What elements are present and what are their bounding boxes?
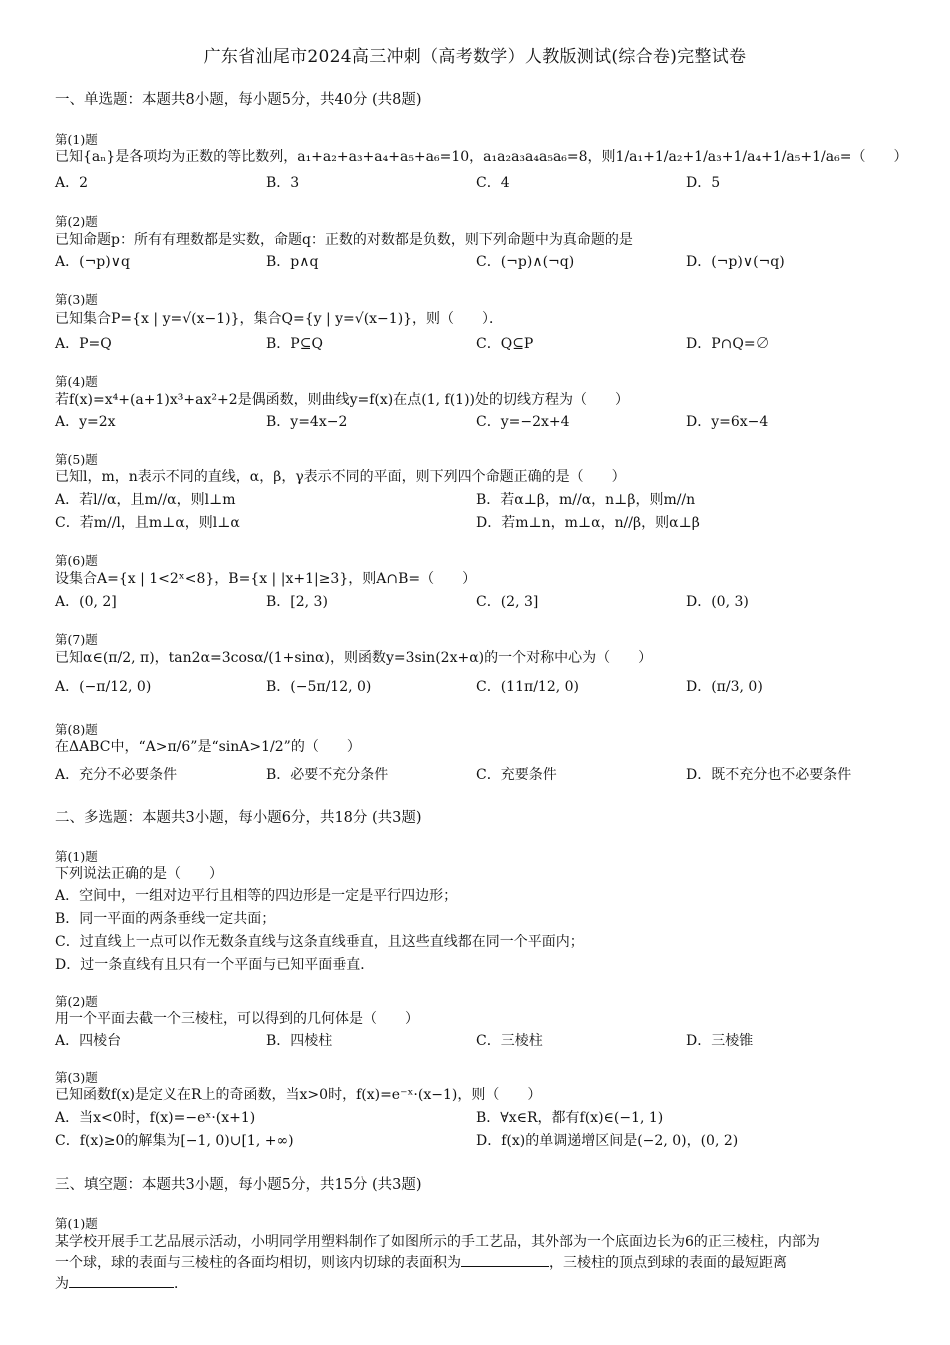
question-stem: 已知函数f(x)是定义在R上的奇函数，当x>0时，f(x)=e⁻ˣ·(x−1)，则（ ） [55, 1087, 542, 1103]
option-c: C．过直线上一点可以作无数条直线与这条直线垂直，且这些直线都在同一个平面内； [55, 934, 584, 950]
question-number: 第(1)题 [55, 1216, 98, 1231]
question-number: 第(4)题 [55, 374, 98, 389]
question-stem: 已知集合P={x | y=√(x−1)}，集合Q={y | y=√(x−1)}，则（ ）． [55, 311, 504, 327]
option-c: C．Q⊆P [476, 336, 534, 352]
option-a: A．P=Q [55, 336, 112, 352]
option-c: C．4 [476, 175, 510, 191]
question-stem: 若f(x)=x⁴+(a+1)x³+ax²+2是偶函数，则曲线y=f(x)在点(1, f(1))处的切线方程为（ ） [55, 392, 629, 408]
answer-blank[interactable] [69, 1275, 174, 1288]
question-stem: 用一个平面去截一个三棱柱，可以得到的几何体是（ ） [55, 1011, 419, 1027]
question-number: 第(2)题 [55, 214, 98, 229]
option-b: B．四棱柱 [266, 1033, 333, 1049]
option-c: C．y=−2x+4 [476, 414, 570, 430]
option-b: B．必要不充分条件 [266, 767, 389, 783]
question-number: 第(3)题 [55, 292, 98, 307]
question-stem-line [55, 1273, 188, 1293]
option-a: A．充分不必要条件 [55, 767, 178, 783]
option-d: D．过一条直线有且只有一个平面与已知平面垂直． [55, 957, 375, 973]
option-d: D．(¬p)∨(¬q) [686, 254, 785, 270]
question-stem-text: 一个球，球的表面与三棱柱的各面均相切，则该内切球的表面积为 [55, 1255, 461, 1271]
answer-blank[interactable] [461, 1254, 549, 1267]
question-stem: 已知α∈(π/2, π)，tan2α=3cosα/(1+sinα)，则函数y=3sin(2x+α)的一个对称中心为（ ） [55, 650, 653, 666]
question-stem-line [55, 1252, 787, 1272]
option-d: D．(0, 3) [686, 594, 749, 610]
option-b: B．∀x∈R，都有f(x)∈(−1, 1) [476, 1110, 664, 1126]
option-d: D．若m⊥n，m⊥α，n//β，则α⊥β [476, 515, 700, 531]
option-a: A．空间中，一组对边平行且相等的四边形是一定是平行四边形； [55, 888, 458, 904]
option-d: D．P∩Q=∅ [686, 336, 770, 352]
option-b: B．同一平面的两条垂线一定共面； [55, 911, 276, 927]
option-a: A．(−π/12, 0) [55, 679, 152, 695]
question-number: 第(6)题 [55, 553, 98, 568]
option-a: A．2 [55, 175, 89, 191]
question-stem-text: ． [174, 1276, 188, 1292]
option-b: B．P⊆Q [266, 336, 323, 352]
question-number: 第(2)题 [55, 994, 98, 1009]
option-b: B．y=4x−2 [266, 414, 348, 430]
section-heading: 二、多选题：本题共3小题，每小题6分，共18分 (共3题) [55, 810, 422, 826]
question-stem: 已知l，m，n表示不同的直线，α，β，γ表示不同的平面，则下列四个命题正确的是（ ） [55, 469, 626, 485]
option-d: D．5 [686, 175, 721, 191]
option-d: D．三棱锥 [686, 1033, 754, 1049]
question-stem-text: ，三棱柱的顶点到球的表面的最短距离 [549, 1255, 787, 1271]
option-a: A．当x<0时，f(x)=−eˣ·(x+1) [55, 1110, 256, 1126]
question-number: 第(1)题 [55, 132, 98, 147]
option-a: A．(¬p)∨q [55, 254, 130, 270]
option-a: A．若l//α，且m//α，则l⊥m [55, 492, 236, 508]
option-b: B．(−5π/12, 0) [266, 679, 372, 695]
option-d: D．y=6x−4 [686, 414, 769, 430]
option-b: B．若α⊥β，m//α，n⊥β，则m//n [476, 492, 696, 508]
question-number: 第(3)题 [55, 1070, 98, 1085]
option-a: A．四棱台 [55, 1033, 122, 1049]
option-c: C．(¬p)∧(¬q) [476, 254, 575, 270]
question-stem: 在ΔABC中，“A>π/6”是“sinA>1/2”的（ ） [55, 739, 361, 755]
question-stem: 已知{aₙ}是各项均为正数的等比数列，a₁+a₂+a₃+a₄+a₅+a₆=10，a₁a₂a₃a₄a₅a₆=8，则1/a₁+1/a₂+1/a₃+1/a₄+1/a₅+1/a₆=（ ） [55, 149, 908, 165]
option-c: C．f(x)≥0的解集为[−1, 0)∪[1, +∞) [55, 1133, 294, 1149]
option-c: C．若m//l，且m⊥α，则l⊥α [55, 515, 240, 531]
option-d: D．既不充分也不必要条件 [686, 767, 852, 783]
question-number: 第(8)题 [55, 722, 98, 737]
question-number: 第(1)题 [55, 849, 98, 864]
option-a: A．y=2x [55, 414, 116, 430]
option-d: D．f(x)的单调递增区间是(−2, 0)，(0, 2) [476, 1133, 739, 1149]
option-a: A．(0, 2] [55, 594, 117, 610]
question-stem: 已知命题p：所有有理数都是实数，命题q：正数的对数都是负数，则下列命题中为真命题的是 [55, 232, 633, 248]
page-title: 广东省汕尾市2024高三冲刺（高考数学）人教版测试(综合卷)完整试卷 [203, 47, 747, 67]
question-number: 第(5)题 [55, 452, 98, 467]
section-heading: 三、填空题：本题共3小题，每小题5分，共15分 (共3题) [55, 1177, 422, 1193]
option-c: C．三棱柱 [476, 1033, 543, 1049]
option-b: B．[2, 3) [266, 594, 328, 610]
option-c: C．(2, 3] [476, 594, 539, 610]
option-b: B．3 [266, 175, 300, 191]
option-b: B．p∧q [266, 254, 319, 270]
question-stem: 设集合A={x | 1<2ˣ<8}，B={x | |x+1|≥3}，则A∩B=（ ） [55, 571, 477, 587]
section-heading: 一、单选题：本题共8小题，每小题5分，共40分 (共8题) [55, 92, 422, 108]
question-stem: 某学校开展手工艺品展示活动，小明同学用塑料制作了如图所示的手工艺品，其外部为一个底面边长为6的正三棱柱，内部为 [55, 1234, 820, 1250]
option-d: D．(π/3, 0) [686, 679, 763, 695]
question-stem: 下列说法正确的是（ ） [55, 866, 223, 882]
option-c: C．(11π/12, 0) [476, 679, 579, 695]
question-number: 第(7)题 [55, 632, 98, 647]
option-c: C．充要条件 [476, 767, 557, 783]
question-stem-text: 为 [55, 1276, 69, 1292]
